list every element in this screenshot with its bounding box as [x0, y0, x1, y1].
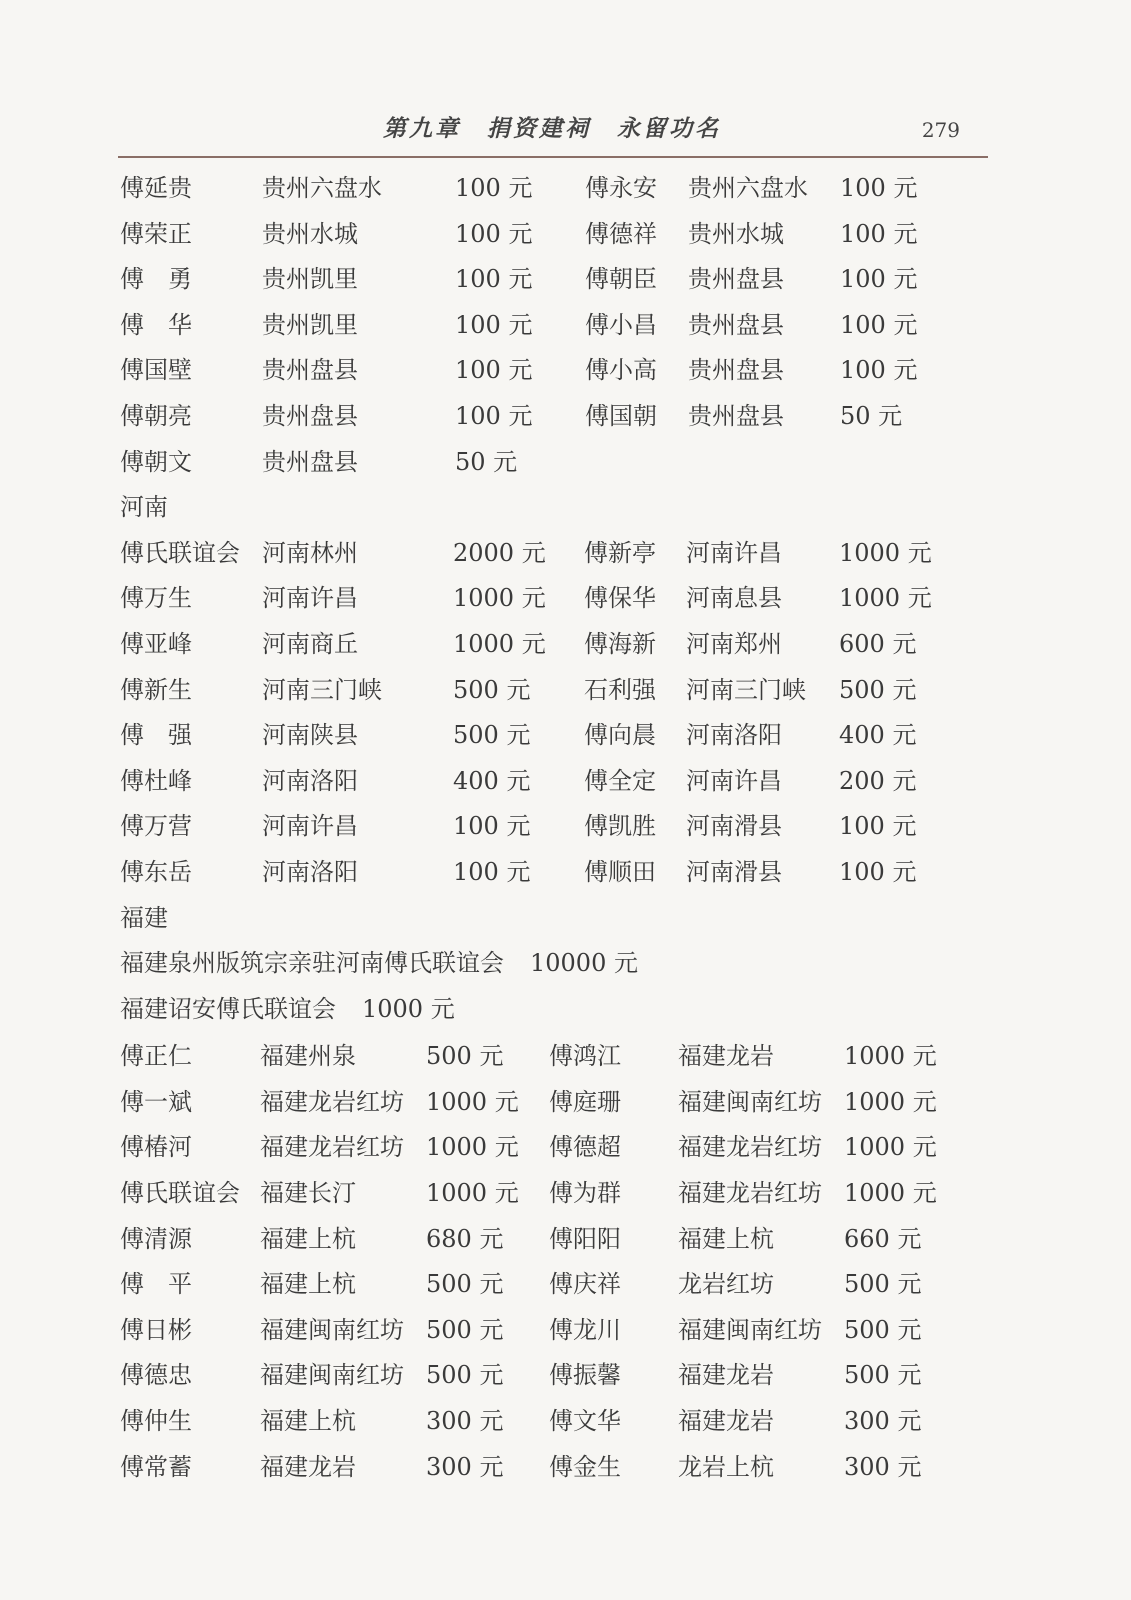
- donor-row: [120, 1399, 990, 1445]
- donor-row: [120, 804, 990, 850]
- donor-amount: 100 元: [840, 265, 918, 294]
- chapter-title: 第九章 捐资建祠 永留功名: [383, 115, 721, 142]
- donor-amount: 500 元: [426, 1042, 504, 1071]
- donor-row: [120, 348, 990, 394]
- donor-location: 福建龙岩红坊: [678, 1179, 822, 1208]
- donor-location: 福建上杭: [260, 1270, 356, 1299]
- donor-row: [120, 1445, 990, 1491]
- donor-name: 傅保华: [584, 584, 656, 613]
- donor-location: 福建州泉: [260, 1042, 356, 1071]
- donor-location: 河南滑县: [686, 812, 782, 841]
- guizhou-section: [120, 166, 990, 485]
- donor-location: 龙岩红坊: [678, 1270, 774, 1299]
- donor-amount: 100 元: [839, 857, 917, 886]
- donor-location: 河南洛阳: [686, 721, 782, 750]
- donor-row: [120, 212, 990, 258]
- donor-amount: 100 元: [840, 310, 918, 339]
- donor-amount: 660 元: [844, 1224, 922, 1253]
- donor-name: 傅万生: [120, 584, 192, 613]
- donor-location: 河南洛阳: [262, 766, 358, 795]
- donor-location: 福建龙岩: [678, 1407, 774, 1436]
- donor-row: [120, 1308, 990, 1354]
- donor-amount: 50 元: [840, 401, 903, 430]
- donor-location: 贵州盘县: [688, 356, 784, 385]
- donor-location: 贵州六盘水: [688, 174, 808, 202]
- donor-amount: 100 元: [455, 174, 533, 202]
- donor-amount: 1000 元: [426, 1179, 519, 1208]
- donor-row: [120, 713, 990, 759]
- donor-name: 傅 勇: [120, 265, 192, 294]
- donor-amount: 1000 元: [844, 1179, 937, 1208]
- donor-row: [120, 759, 990, 805]
- donor-name: 傅朝臣: [585, 265, 657, 294]
- donor-amount: 1000 元: [839, 538, 932, 567]
- donor-amount: 100 元: [840, 356, 918, 385]
- donor-name: 傅为群: [549, 1179, 621, 1208]
- donor-row: [120, 166, 990, 212]
- donor-amount: 500 元: [844, 1361, 922, 1390]
- section-label-henan: 河南: [120, 493, 168, 522]
- donor-location: 河南三门峡: [262, 675, 382, 704]
- donor-row: [120, 1125, 990, 1171]
- donor-amount: 500 元: [844, 1315, 922, 1344]
- donor-name: 傅庆祥: [549, 1270, 621, 1299]
- donor-row: [120, 394, 990, 440]
- donor-location: 河南商丘: [262, 629, 358, 658]
- donor-name: 傅龙川: [549, 1315, 621, 1344]
- donor-name: 傅 平: [120, 1270, 192, 1299]
- donor-name: 傅一斌: [120, 1087, 192, 1116]
- donor-amount: 500 元: [839, 675, 917, 704]
- donor-name: 石利强: [584, 675, 656, 704]
- donor-row: [120, 576, 990, 622]
- donor-location: 河南陕县: [262, 721, 358, 750]
- donor-row: [120, 1034, 990, 1080]
- donor-location: 贵州水城: [688, 219, 784, 248]
- donor-name: 傅日彬: [120, 1315, 192, 1344]
- donor-row: [120, 531, 990, 577]
- donor-location: 福建闽南红坊: [260, 1315, 404, 1344]
- donor-name: 傅全定: [584, 766, 656, 795]
- donor-location: 福建龙岩: [260, 1452, 356, 1481]
- donor-org-row: [120, 941, 990, 987]
- donor-location: 龙岩上杭: [678, 1452, 774, 1481]
- donor-amount: 100 元: [455, 219, 533, 248]
- donor-amount: 100 元: [840, 219, 918, 248]
- donor-amount: 400 元: [453, 766, 531, 795]
- donor-name: 傅向晨: [584, 721, 656, 750]
- donor-amount: 1000 元: [453, 584, 546, 613]
- donor-amount: 1000 元: [426, 1133, 519, 1162]
- donor-location: 福建闽南红坊: [678, 1315, 822, 1344]
- donor-location: 福建上杭: [260, 1407, 356, 1436]
- donor-location: 福建龙岩红坊: [678, 1133, 822, 1162]
- donor-org-amount: 1000 元: [362, 994, 455, 1023]
- donor-name: 傅永安: [585, 174, 657, 202]
- donor-amount: 100 元: [453, 857, 531, 886]
- donor-location: 福建上杭: [678, 1224, 774, 1253]
- donor-location: 贵州盘县: [262, 356, 358, 385]
- donor-location: 河南洛阳: [262, 857, 358, 886]
- donor-name: 傅 强: [120, 721, 192, 750]
- donor-name: 傅清源: [120, 1224, 192, 1253]
- donor-org-name: 福建诏安傅氏联谊会: [120, 994, 336, 1023]
- donor-name: 傅德忠: [120, 1361, 192, 1390]
- donor-location: 福建龙岩: [678, 1042, 774, 1071]
- section-label-fujian: 福建: [120, 903, 168, 932]
- donor-location: 贵州凯里: [262, 310, 358, 339]
- donor-location: 贵州六盘水: [262, 174, 382, 202]
- donor-amount: 100 元: [839, 812, 917, 841]
- donor-name: 傅万营: [120, 812, 192, 841]
- donor-amount: 100 元: [455, 356, 533, 385]
- page-header: [118, 108, 988, 158]
- donor-org-row: [120, 987, 990, 1033]
- donor-name: 傅海新: [584, 629, 656, 658]
- donor-location: 贵州盘县: [688, 401, 784, 430]
- donor-amount: 500 元: [426, 1315, 504, 1344]
- donor-location: 贵州盘县: [262, 401, 358, 430]
- donor-amount: 50 元: [455, 447, 518, 476]
- henan-section: [120, 531, 990, 896]
- donor-amount: 300 元: [844, 1452, 922, 1481]
- donor-row: [120, 850, 990, 896]
- donor-amount: 1000 元: [844, 1042, 937, 1071]
- donor-amount: 680 元: [426, 1224, 504, 1253]
- fujian-section: [120, 1034, 990, 1490]
- donor-name: 傅文华: [549, 1407, 621, 1436]
- donor-name: 傅亚峰: [120, 629, 192, 658]
- donor-amount: 500 元: [453, 675, 531, 704]
- donor-location: 福建龙岩红坊: [260, 1133, 404, 1162]
- donor-amount: 2000 元: [453, 538, 546, 567]
- donor-row: [120, 1171, 990, 1217]
- donor-name: 傅德祥: [585, 219, 657, 248]
- donor-amount: 100 元: [455, 265, 533, 294]
- donor-name: 傅新生: [120, 675, 192, 704]
- donor-name: 傅金生: [549, 1452, 621, 1481]
- donor-amount: 1000 元: [453, 629, 546, 658]
- donor-org-name: 福建泉州版筑宗亲驻河南傅氏联谊会: [120, 949, 504, 978]
- donor-name: 傅杜峰: [120, 766, 192, 795]
- donor-name: 傅小昌: [585, 310, 657, 339]
- donor-location: 福建闽南红坊: [260, 1361, 404, 1390]
- donor-row: [120, 1262, 990, 1308]
- donor-row: [120, 440, 990, 486]
- donor-row: [120, 622, 990, 668]
- donor-location: 河南息县: [686, 584, 782, 613]
- donor-location: 河南许昌: [262, 584, 358, 613]
- donor-location: 贵州盘县: [688, 310, 784, 339]
- donor-amount: 500 元: [426, 1270, 504, 1299]
- donor-name: 傅振馨: [549, 1361, 621, 1390]
- donor-amount: 200 元: [839, 766, 917, 795]
- donor-amount: 300 元: [426, 1407, 504, 1436]
- donor-name: 傅常蓄: [120, 1452, 192, 1481]
- donor-name: 傅德超: [549, 1133, 621, 1162]
- donor-org-amount: 10000 元: [530, 949, 638, 978]
- donor-location: 河南郑州: [686, 629, 782, 658]
- donor-location: 福建龙岩红坊: [260, 1087, 404, 1116]
- donor-location: 贵州盘县: [688, 265, 784, 294]
- donor-location: 河南许昌: [262, 812, 358, 841]
- donor-amount: 1000 元: [844, 1087, 937, 1116]
- donor-amount: 500 元: [844, 1270, 922, 1299]
- donor-name: 傅朝文: [120, 447, 192, 476]
- donor-location: 河南林州: [262, 538, 358, 567]
- donor-location: 贵州凯里: [262, 265, 358, 294]
- donor-amount: 1000 元: [844, 1133, 937, 1162]
- donor-name: 傅仲生: [120, 1407, 192, 1436]
- donor-name: 傅庭珊: [549, 1087, 621, 1116]
- donor-location: 福建闽南红坊: [678, 1087, 822, 1116]
- donor-row: [120, 1080, 990, 1126]
- donor-name: 傅延贵: [120, 174, 192, 202]
- donor-row: [120, 257, 990, 303]
- donor-name: 傅鸿江: [549, 1042, 621, 1071]
- donor-list: [120, 166, 990, 1490]
- donor-location: 河南许昌: [686, 538, 782, 567]
- donor-name: 傅椿河: [120, 1133, 192, 1162]
- donor-row: [120, 1353, 990, 1399]
- donor-row: [120, 303, 990, 349]
- donor-location: 河南许昌: [686, 766, 782, 795]
- donor-name: 傅小高: [585, 356, 657, 385]
- donor-amount: 300 元: [844, 1407, 922, 1436]
- donor-name: 傅 华: [120, 310, 192, 339]
- donor-amount: 500 元: [453, 721, 531, 750]
- donor-location: 贵州盘县: [262, 447, 358, 476]
- donor-amount: 100 元: [453, 812, 531, 841]
- donor-amount: 100 元: [455, 401, 533, 430]
- donor-location: 河南滑县: [686, 857, 782, 886]
- donor-amount: 100 元: [840, 174, 918, 202]
- donor-name: 傅氏联谊会: [120, 538, 240, 567]
- donor-location: 福建上杭: [260, 1224, 356, 1253]
- donor-name: 傅新亭: [584, 538, 656, 567]
- donor-amount: 400 元: [839, 721, 917, 750]
- donor-name: 傅国朝: [585, 401, 657, 430]
- page-number: 279: [921, 118, 960, 142]
- donor-amount: 600 元: [839, 629, 917, 658]
- donor-location: 河南三门峡: [686, 675, 806, 704]
- donor-amount: 300 元: [426, 1452, 504, 1481]
- donor-name: 傅凯胜: [584, 812, 656, 841]
- donor-amount: 500 元: [426, 1361, 504, 1390]
- donor-location: 福建龙岩: [678, 1361, 774, 1390]
- donor-amount: 100 元: [455, 310, 533, 339]
- donor-name: 傅氏联谊会: [120, 1179, 240, 1208]
- donor-name: 傅朝亮: [120, 401, 192, 430]
- donor-location: 福建长汀: [260, 1179, 356, 1208]
- donor-name: 傅国壁: [120, 356, 192, 385]
- donor-name: 傅顺田: [584, 857, 656, 886]
- donor-amount: 1000 元: [426, 1087, 519, 1116]
- donor-row: [120, 1217, 990, 1263]
- donor-location: 贵州水城: [262, 219, 358, 248]
- donor-name: 傅荣正: [120, 219, 192, 248]
- donor-name: 傅正仁: [120, 1042, 192, 1071]
- donor-name: 傅阳阳: [549, 1224, 621, 1253]
- donor-amount: 1000 元: [839, 584, 932, 613]
- donor-row: [120, 668, 990, 714]
- donor-name: 傅东岳: [120, 857, 192, 886]
